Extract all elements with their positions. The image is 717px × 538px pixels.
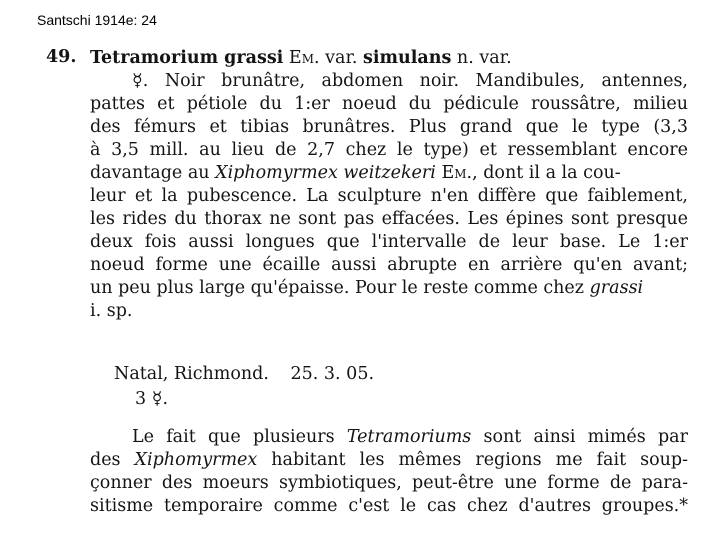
taxon-name: Tetramorium grassi — [90, 48, 284, 68]
var-label: var. — [325, 48, 358, 68]
remarks-text: des — [90, 450, 121, 470]
locality: Natal, Richmond. — [114, 364, 269, 384]
specimen-count: 3 — [135, 389, 147, 409]
description-line-11: i. sp. — [90, 301, 133, 321]
worker-symbol: ☿. — [132, 71, 149, 91]
description-line-1 — [132, 70, 688, 92]
entry-title-line — [90, 47, 688, 69]
description-text: un peu plus large qu'épaisse. Pour le reste comme chez — [90, 278, 585, 298]
remarks-text: Le fait que plusieurs — [132, 427, 335, 447]
remarks-line-4: sitisme temporaire comme c'est le cas chez d'autres groupes.* — [90, 496, 688, 516]
description-line-7: les rides du thorax ne sont pas effacées. Les épines sont presque — [90, 209, 688, 229]
collection-date: 25. 3. 05. — [290, 364, 375, 384]
description-line-6: leur et la pubescence. La sculpture n'en diffère que faiblement, — [90, 186, 688, 206]
remarks-line-2 — [90, 449, 688, 471]
citation-header: Santschi 1914e: 24 — [37, 12, 157, 28]
remarks-text: sont ainsi mimés par — [483, 427, 688, 447]
taxon-author: Em. — [288, 48, 320, 68]
taxon-status: n. var. — [456, 48, 512, 68]
genus-reference: Xiphomyrmex — [134, 450, 258, 470]
species-author: Em. — [441, 163, 473, 183]
remarks-line-1 — [132, 426, 688, 448]
description-line-5 — [90, 162, 688, 184]
description-line-10 — [90, 277, 688, 299]
material-locality-line — [114, 363, 374, 385]
variety-name: simulans — [363, 48, 452, 68]
description-text: davantage au — [90, 163, 210, 183]
description-text: , dont il a la cou- — [472, 163, 621, 183]
material-count-line — [135, 388, 168, 410]
description-line-2: pattes et pétiole du 1:er noeud du pédicule roussâtre, milieu — [90, 94, 688, 114]
remarks-line-3: çonner des moeurs symbiotiques, peut-être une forme de para- — [90, 473, 688, 493]
species-reference: Xiphomyrmex weitzekeri — [215, 163, 436, 183]
description-line-8: deux fois aussi longues que l'intervalle de leur base. Le 1:er — [90, 232, 688, 252]
species-reference: grassi — [589, 278, 644, 298]
remarks-text: habitant les mêmes regions me fait soup- — [271, 450, 688, 470]
description-line-4: à 3,5 mill. au lieu de 2,7 chez le type) et ressemblant encore — [90, 140, 688, 160]
description-text: Noir brunâtre, abdomen noir. Mandibules, antennes, — [164, 71, 688, 91]
description-line-9: noeud forme une écaille aussi abrupte en arrière qu'en avant; — [90, 255, 688, 275]
worker-symbol: ☿. — [151, 389, 169, 409]
genus-reference: Tetramoriums — [346, 427, 472, 447]
entry-number: 49. — [46, 47, 77, 67]
description-line-3: des fémurs et tibias brunâtres. Plus grand que le type (3,3 — [90, 117, 688, 137]
